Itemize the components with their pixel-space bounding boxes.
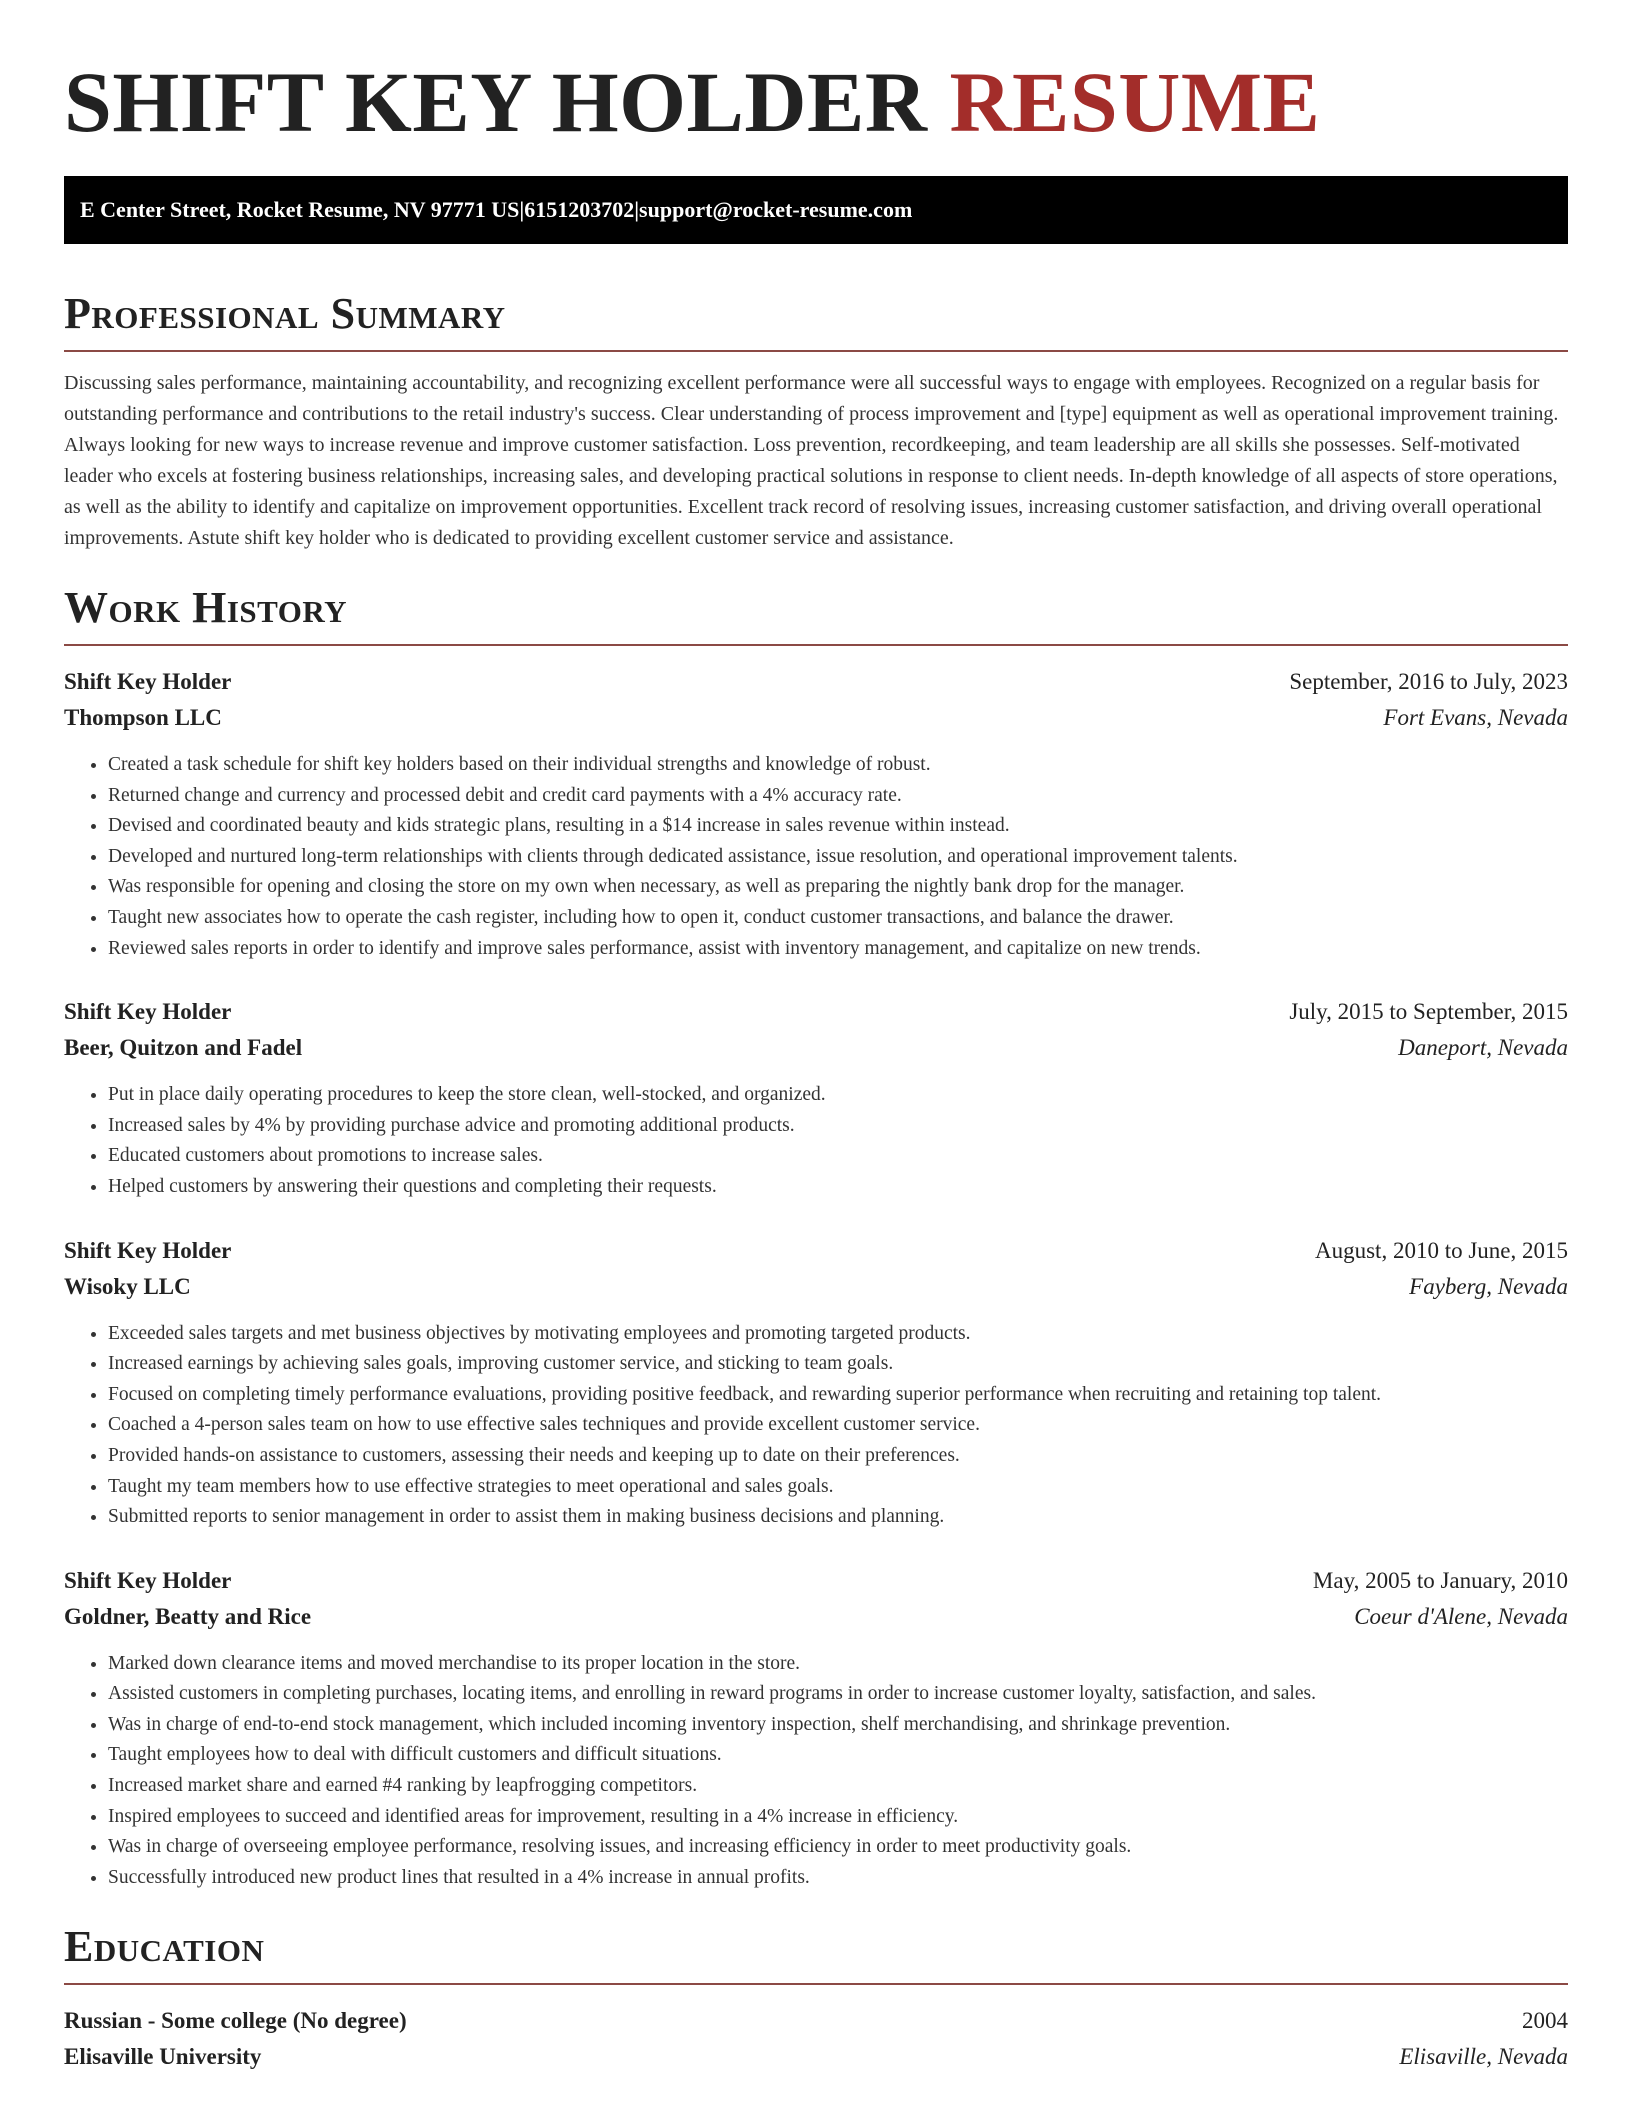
job-header-row <box>64 1563 1568 1599</box>
job-entry <box>64 1233 1568 1533</box>
section-heading-work-history: Work History <box>64 583 348 632</box>
resume-title <box>64 52 1568 152</box>
job-company-row <box>64 700 1568 736</box>
contact-separator: | <box>519 197 525 222</box>
title-main: SHIFT KEY HOLDER <box>64 54 928 150</box>
job-company: Wisoky LLC <box>64 1273 191 1299</box>
job-bullet: • Was in charge of overseeing employee performance, resolving issues, and increasing efficiency in order to meet productivity goals. <box>108 1832 1568 1863</box>
job-bullet: • Exceeded sales targets and met business objectives by motivating employees and promoting targeted products. <box>108 1319 1568 1350</box>
job-entry <box>64 664 1568 964</box>
education-header-row <box>64 2003 1568 2039</box>
job-company: Goldner, Beatty and Rice <box>64 1603 312 1629</box>
job-bullet: • Put in place daily operating procedures to keep the store clean, well-stocked, and organized. <box>108 1080 1568 1111</box>
section-heading-summary: Professional Summary <box>64 289 506 338</box>
contact-email: support@rocket-resume.com <box>639 197 913 222</box>
education-list <box>64 2003 1568 2075</box>
job-entry <box>64 994 1568 1202</box>
job-company-row <box>64 1269 1568 1305</box>
job-bullet: • Developed and nurtured long-term relationships with clients through dedicated assistance, issue resolution, and operational improvement talents. <box>108 842 1568 873</box>
job-bullet: • Reviewed sales reports in order to identify and improve sales performance, assist with inventory management, and capitalize on new trends. <box>108 934 1568 965</box>
education-degree: Russian - Some college (No degree) <box>64 2008 407 2034</box>
job-bullet: • Was responsible for opening and closing the store on my own when necessary, as well as preparing the nightly bank drop for the manager. <box>108 872 1568 903</box>
job-title: Shift Key Holder <box>64 1567 232 1593</box>
job-header-row <box>64 994 1568 1030</box>
job-bullet: • Increased sales by 4% by providing purchase advice and promoting additional products. <box>108 1111 1568 1142</box>
education-school-row <box>64 2039 1568 2075</box>
job-bullet-list <box>64 1649 1568 1894</box>
job-bullet: • Provided hands-on assistance to customers, assessing their needs and keeping up to date on their preferences. <box>108 1441 1568 1472</box>
job-bullet-list <box>64 1319 1568 1533</box>
job-bullet: • Inspired employees to succeed and identified areas for improvement, resulting in a 4% increase in efficiency. <box>108 1802 1568 1833</box>
job-bullet: • Increased earnings by achieving sales goals, improving customer service, and sticking to team goals. <box>108 1349 1568 1380</box>
contact-bar <box>64 176 1568 244</box>
job-title: Shift Key Holder <box>64 999 232 1025</box>
job-title: Shift Key Holder <box>64 669 232 694</box>
section-divider <box>64 644 1568 646</box>
job-bullet: • Helped customers by answering their questions and completing their requests. <box>108 1172 1568 1203</box>
job-location: Daneport, Nevada <box>1398 1035 1568 1061</box>
job-bullet: • Taught my team members how to use effective strategies to meet operational and sales goals. <box>108 1472 1568 1503</box>
job-location: Fayberg, Nevada <box>1409 1273 1568 1299</box>
title-accent: RESUME <box>949 54 1321 150</box>
job-bullet: • Focused on completing timely performance evaluations, providing positive feedback, and rewarding superior performance when recruiting and retaining top talent. <box>108 1380 1568 1411</box>
education-location: Elisaville, Nevada <box>1399 2044 1568 2070</box>
job-bullet: • Submitted reports to senior management in order to assist them in making business decisions and planning. <box>108 1502 1568 1533</box>
job-dates: May, 2005 to January, 2010 <box>1312 1567 1568 1593</box>
contact-phone: 6151203702 <box>524 197 635 222</box>
job-entry <box>64 1563 1568 1894</box>
education-year: 2004 <box>1522 2008 1568 2034</box>
job-bullet: • Assisted customers in completing purchases, locating items, and enrolling in reward programs in order to increase customer loyalty, satisfaction, and sales. <box>108 1679 1568 1710</box>
job-bullet-list <box>64 1080 1568 1202</box>
job-bullet: • Educated customers about promotions to increase sales. <box>108 1141 1568 1172</box>
job-bullet: • Taught new associates how to operate the cash register, including how to open it, conduct customer transactions, and balance the drawer. <box>108 903 1568 934</box>
work-history-list <box>64 664 1568 1893</box>
section-divider <box>64 350 1568 352</box>
job-bullet: • Created a task schedule for shift key holders based on their individual strengths and knowledge of robust. <box>108 750 1568 781</box>
job-bullet: • Increased market share and earned #4 ranking by leapfrogging competitors. <box>108 1771 1568 1802</box>
section-heading-education: Education <box>64 1922 265 1972</box>
contact-separator: | <box>634 197 640 222</box>
summary-paragraph: Discussing sales performance, maintaining accountability, and recognizing excellent performance were all successful ways to engage with employees. Recognized on a regular basis for outstanding performance and contributions to the retail industry's success. Clear understanding of process improvement and [type] equipment as well as operational improvement training. Always looking for new ways to increase revenue and improve customer satisfaction. Loss prevention, recordkeeping, and team leadership are all skills she possesses. Self-motivated leader who excels at fostering business relationships, increasing sales, and developing practical solutions in response to client needs. In-depth knowledge of all aspects of store operations, as well as the ability to identify and capitalize on improvement opportunities. Excellent track record of resolving issues, increasing customer satisfaction, and driving overall operational improvements. Astute shift key holder who is dedicated to providing excellent customer service and assistance. <box>64 372 1559 549</box>
job-title: Shift Key Holder <box>64 1237 232 1263</box>
job-bullet: • Successfully introduced new product lines that resulted in a 4% increase in annual profits. <box>108 1863 1568 1894</box>
job-company: Thompson LLC <box>64 705 222 730</box>
job-company-row <box>64 1030 1568 1066</box>
job-bullet-list <box>64 750 1568 964</box>
section-divider <box>64 1983 1568 1985</box>
job-bullet: • Returned change and currency and processed debit and credit card payments with a 4% accuracy rate. <box>108 781 1568 812</box>
job-dates: August, 2010 to June, 2015 <box>1315 1237 1568 1263</box>
job-header-row <box>64 664 1568 700</box>
job-header-row <box>64 1233 1568 1269</box>
job-company: Beer, Quitzon and Fadel <box>64 1035 303 1061</box>
job-bullet: • Taught employees how to deal with difficult customers and difficult situations. <box>108 1740 1568 1771</box>
job-bullet: • Was in charge of end-to-end stock management, which included incoming inventory inspection, shelf merchandising, and shrinkage prevention. <box>108 1710 1568 1741</box>
job-bullet: • Coached a 4-person sales team on how to use effective sales techniques and provide excellent customer service. <box>108 1410 1568 1441</box>
contact-address: E Center Street, Rocket Resume, NV 97771 US <box>80 197 520 222</box>
job-bullet: • Devised and coordinated beauty and kids strategic plans, resulting in a $14 increase in sales revenue within instead. <box>108 811 1568 842</box>
job-dates: July, 2015 to September, 2015 <box>1289 999 1568 1025</box>
job-bullet: • Marked down clearance items and moved merchandise to its proper location in the store. <box>108 1649 1568 1680</box>
job-location: Coeur d'Alene, Nevada <box>1354 1603 1568 1629</box>
job-company-row <box>64 1599 1568 1635</box>
job-location: Fort Evans, Nevada <box>1383 705 1568 730</box>
education-school: Elisaville University <box>64 2044 262 2070</box>
education-entry <box>64 2003 1568 2075</box>
job-dates: September, 2016 to July, 2023 <box>1289 669 1568 694</box>
